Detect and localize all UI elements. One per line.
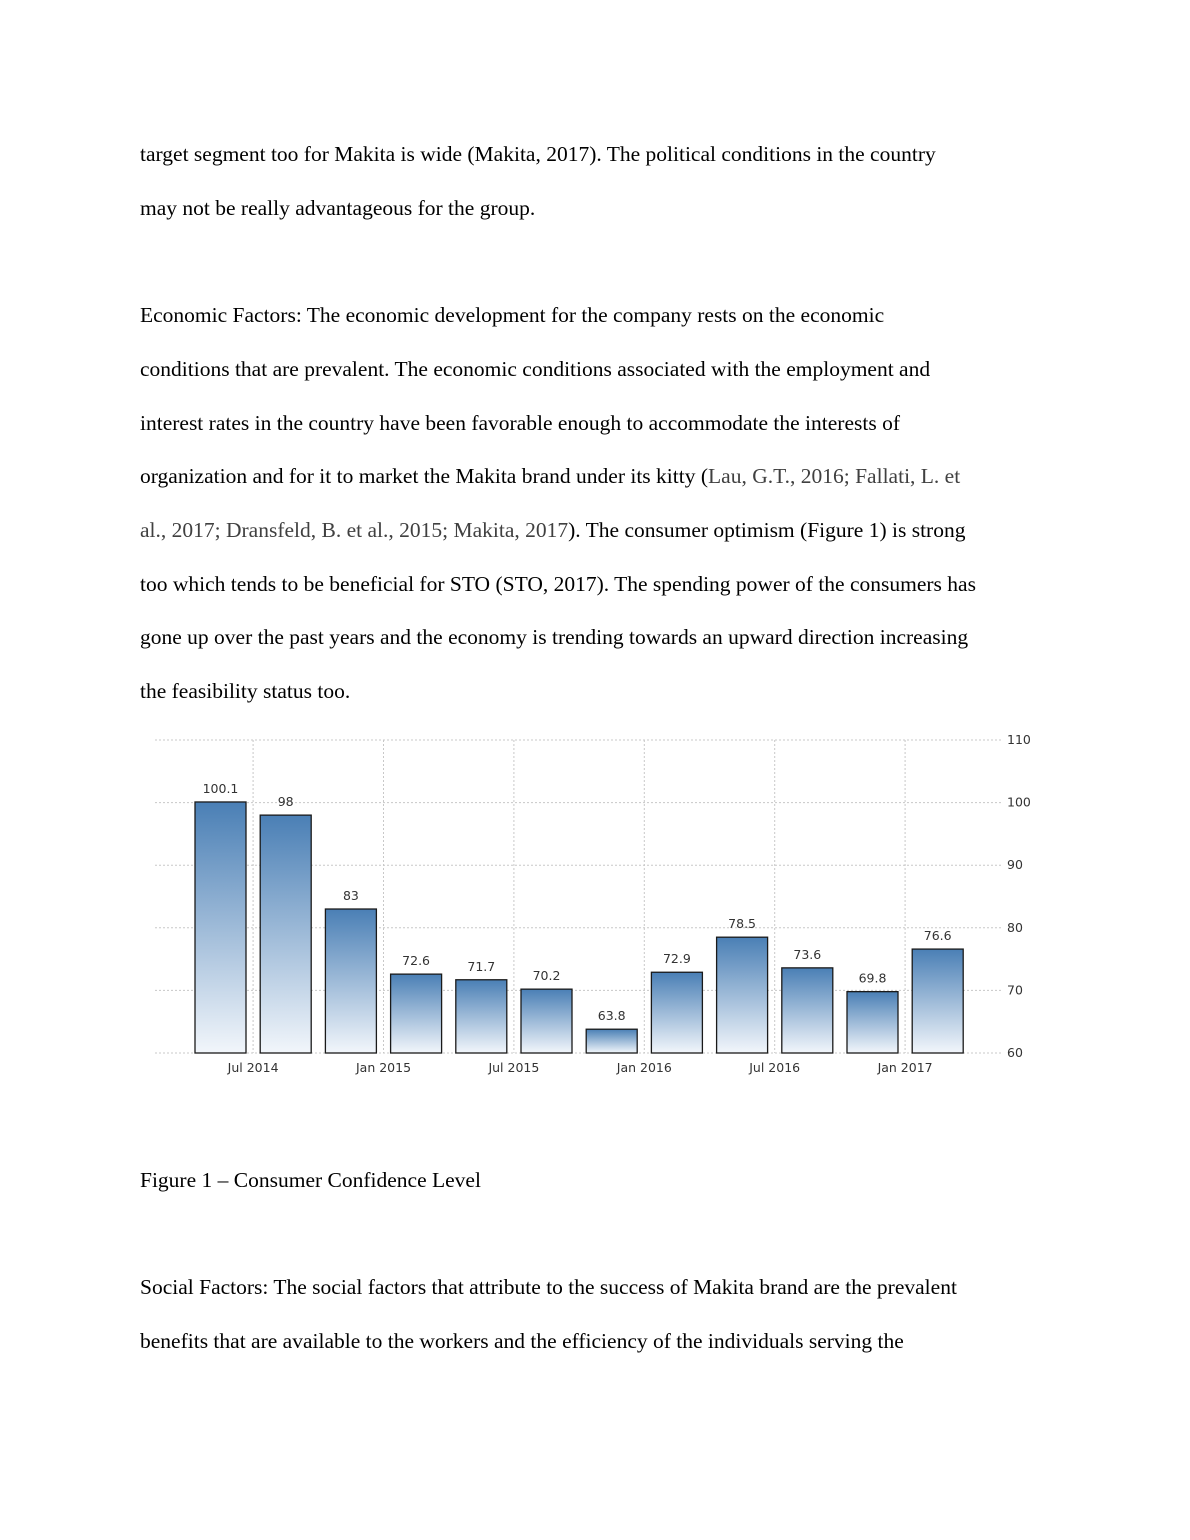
bar-value-label: 76.6: [923, 928, 952, 944]
bar-value-label: 78.5: [728, 916, 757, 932]
bar: [391, 974, 442, 1053]
y-tick-label: 60: [1007, 1045, 1023, 1060]
paragraph-2-line-7: gone up over the past years and the economy is trending towards an upward direction increasing: [140, 625, 969, 649]
paragraph-1-line-2: may not be really advantageous for the group.: [140, 196, 536, 220]
bar: [521, 989, 572, 1053]
bar-value-label: 71.7: [467, 958, 496, 974]
bar: [912, 949, 963, 1053]
figure-caption: Figure 1 – Consumer Confidence Level: [140, 1168, 481, 1192]
bar-value-label: 72.6: [402, 953, 431, 969]
bar-value-label: 73.6: [793, 946, 822, 962]
citation-group-part-1: Lau, G.T., 2016; Fallati, L. et: [708, 464, 961, 488]
paragraph-2-line-1: Economic Factors: The economic development for the company rests on the economic: [140, 303, 885, 327]
bar: [456, 980, 507, 1053]
bar-value-label: 83: [342, 888, 359, 904]
paragraph-2-line-3: interest rates in the country have been favorable enough to accommodate the interests of: [140, 411, 900, 435]
bar: [325, 909, 376, 1053]
bar-value-label: 70.2: [532, 968, 561, 984]
bar-value-label: 72.9: [662, 951, 691, 967]
y-tick-label: 90: [1007, 857, 1023, 873]
paragraph-3-line-2: benefits that are available to the workers and the efficiency of the individuals serving the: [140, 1329, 904, 1353]
consumer-confidence-chart: [140, 726, 1040, 1086]
bar: [260, 815, 311, 1053]
bar: [847, 992, 898, 1053]
y-tick-label: 100: [1007, 794, 1031, 810]
paragraph-2-line-6: too which tends to be beneficial for STO (STO, 2017). The spending power of the consumers has: [140, 572, 976, 596]
paragraph-2-line-5: [140, 515, 965, 545]
bar-value-label: 100.1: [202, 780, 239, 796]
paragraph-3-line-1: Social Factors: The social factors that attribute to the success of Makita brand are the prevalent: [140, 1275, 957, 1299]
bar-value-label: 98: [277, 794, 294, 810]
paragraph-2-line-5-text: ). The consumer optimism (Figure 1) is strong: [568, 518, 966, 542]
x-tick-label: Jan 2017: [877, 1060, 933, 1075]
paragraph-2-line-2: conditions that are prevalent. The economic conditions associated with the employment and: [140, 357, 931, 381]
bar: [195, 802, 246, 1053]
paragraph-1-line-1: target segment too for Makita is wide (Makita, 2017). The political conditions in the country: [140, 142, 936, 166]
x-tick-label: Jul 2014: [227, 1060, 279, 1075]
bar-value-label: 63.8: [597, 1008, 626, 1024]
x-tick-label: Jul 2015: [488, 1060, 540, 1075]
y-tick-label: 110: [1007, 732, 1031, 747]
paragraph-2-line-8: the feasibility status too.: [140, 679, 351, 703]
bar-value-label: 69.8: [858, 970, 887, 986]
x-tick-label: Jul 2016: [749, 1060, 801, 1075]
citation-group-part-2: al., 2017; Dransfeld, B. et al., 2015; Makita, 2017: [140, 518, 569, 542]
bar: [717, 937, 768, 1053]
bar: [782, 968, 833, 1053]
bar: [651, 972, 702, 1053]
x-tick-label: Jan 2015: [355, 1060, 412, 1075]
x-tick-label: Jan 2016: [616, 1060, 672, 1075]
paragraph-2-line-4-text: organization and for it to market the Makita brand under its kitty (: [140, 464, 709, 488]
y-tick-label: 80: [1007, 919, 1023, 935]
bar: [586, 1029, 637, 1053]
y-tick-label: 70: [1007, 982, 1023, 998]
paragraph-2-line-4: [140, 461, 960, 491]
